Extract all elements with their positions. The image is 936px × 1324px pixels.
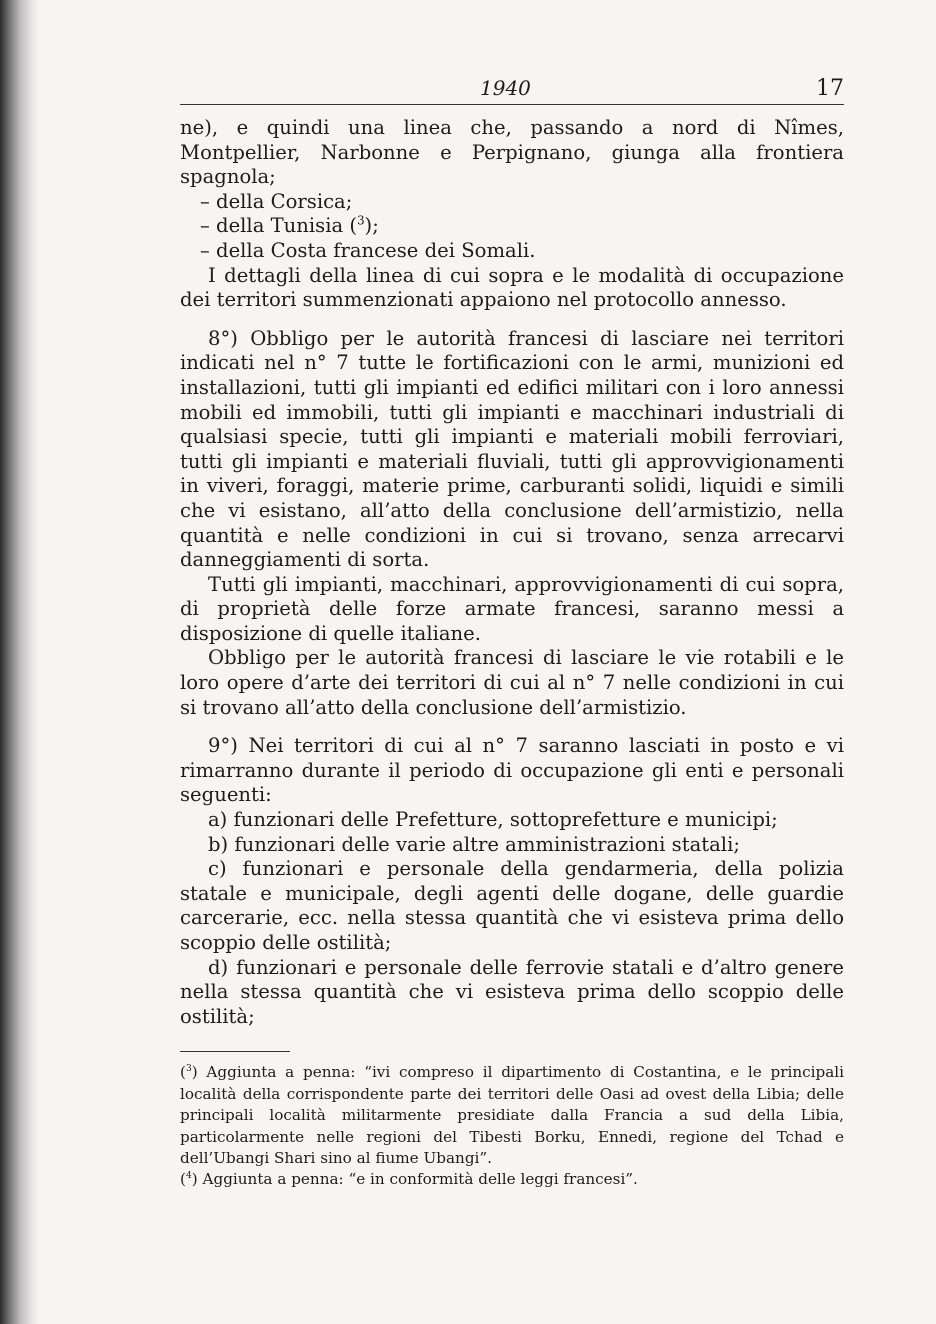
footnote-mark: 4 xyxy=(185,1171,192,1182)
paragraph-roads: Obbligo per le autorità francesi di lasciare le vie rotabili e le loro opere d’arte dei territori di cui al n° 7 nelle condizioni in cui si trovano all’atto della conclusione dell’armistizio. xyxy=(180,646,844,719)
paragraph-facilities: Tutti gli impianti, macchinari, approvvigionamenti di cui sopra, di proprietà delle forze armate francesi, saranno messi a disposizione di quelle italiane. xyxy=(180,572,844,645)
list-item-d: d) funzionari e personale delle ferrovie statali e d’altro genere nella stessa quantità che vi esisteva prima dello scoppio delle ostilità; xyxy=(180,955,844,1028)
list-item-somali: – della Costa francese dei Somali. xyxy=(200,238,536,262)
running-head: 1940 xyxy=(480,76,531,100)
paragraph-article-8: 8°) Obbligo per le autorità francesi di lasciare nei territori indicati nel n° 7 tutte le fortificazioni con le armi, munizioni ed installazioni, tutti gli impianti ed edifici militari con i loro annessi mobili ed immobili, tutti gli impianti e macchinari industriali di qualsiasi specie, tutti gli impianti e materiali mobili ferroviari, tutti gli impianti e materiali fluviali, tutti gli approvvigionamenti in viveri, foraggi, materie prime, carburanti solidi, liquidi e simili che vi esistano, all’atto della conclusione dell’armistizio, nella quantità e nelle condizioni in cui si trovano, senza arrecarvi danneggiamenti di sorta. xyxy=(180,326,844,572)
binding-shadow xyxy=(0,0,40,1324)
footnotes xyxy=(180,1062,844,1190)
footnote-text: Aggiunta a penna: “e in conformità delle leggi francesi”. xyxy=(197,1170,638,1189)
footnote-mark: 3 xyxy=(185,1064,192,1075)
paragraph-continuation: ne), e quindi una linea che, passando a nord di Nîmes, Montpellier, Narbonne e Perpignano, giunga alla frontiera spagnola; xyxy=(180,116,844,189)
footnote-4: ($^4$) Aggiunta a penna: “e in conformità delle leggi francesi”. xyxy=(180,1170,638,1189)
paragraph-details: I dettagli della linea di cui sopra e le modalità di occupazione dei territori summenzionati appaiono nel protocollo annesso. xyxy=(180,263,844,312)
list-item-corsica: – della Corsica; xyxy=(200,189,353,213)
footnote-3: ($^3$) Aggiunta a penna: “ivi compreso il dipartimento di Costantina, e le principali località della corrispondente parte dei territori delle Oasi ad ovest della Libia; delle principali località militarmente presidiate dalla Francia a sud della Libia, particolarmente nelle regioni del Tibesti Borku, Ennedi, regione del Tchad e dell’Ubangi Shari sino al fiume Ubangi”. xyxy=(180,1063,844,1167)
main-text xyxy=(180,116,844,1029)
list-item-tunisia xyxy=(180,214,844,239)
book-page xyxy=(180,70,844,1191)
footnote-text: Aggiunta a penna: “ivi compreso il dipartimento di Costantina, e le principali località della corrispondente parte dei territori delle Oasi ad ovest della Libia; delle principali località militarmente presidiate dalla Francia a sud della Libia, particolarmente nelle regioni del Tibesti Borku, Ennedi, regione del Tchad e dell’Ubangi Shari sino al fiume Ubangi”. xyxy=(180,1063,844,1167)
page-number: 17 xyxy=(816,76,844,101)
list-item-tunisia-end: ); xyxy=(364,214,379,238)
paragraph-article-9: 9°) Nei territori di cui al n° 7 saranno lasciati in posto e vi rimarranno durante il periodo di occupazione gli enti e personali seguenti: xyxy=(180,734,844,807)
list-item-c: c) funzionari e personale della gendarmeria, della polizia statale e municipale, degli agenti delle dogane, delle guardie carcerarie, ecc. nella stessa quantità che vi esisteva prima dello scoppio delle ostilità; xyxy=(180,857,844,954)
list-item-a: a) funzionari delle Prefetture, sottoprefetture e municipi; xyxy=(208,808,778,832)
list-item-tunisia-text: – della Tunisia ( xyxy=(200,214,358,238)
footnote-ref-3: 3 xyxy=(357,213,365,228)
footnote-divider xyxy=(180,1051,290,1052)
list-item-b: b) funzionari delle varie altre amministrazioni statali; xyxy=(208,832,740,856)
page-header xyxy=(180,70,844,105)
